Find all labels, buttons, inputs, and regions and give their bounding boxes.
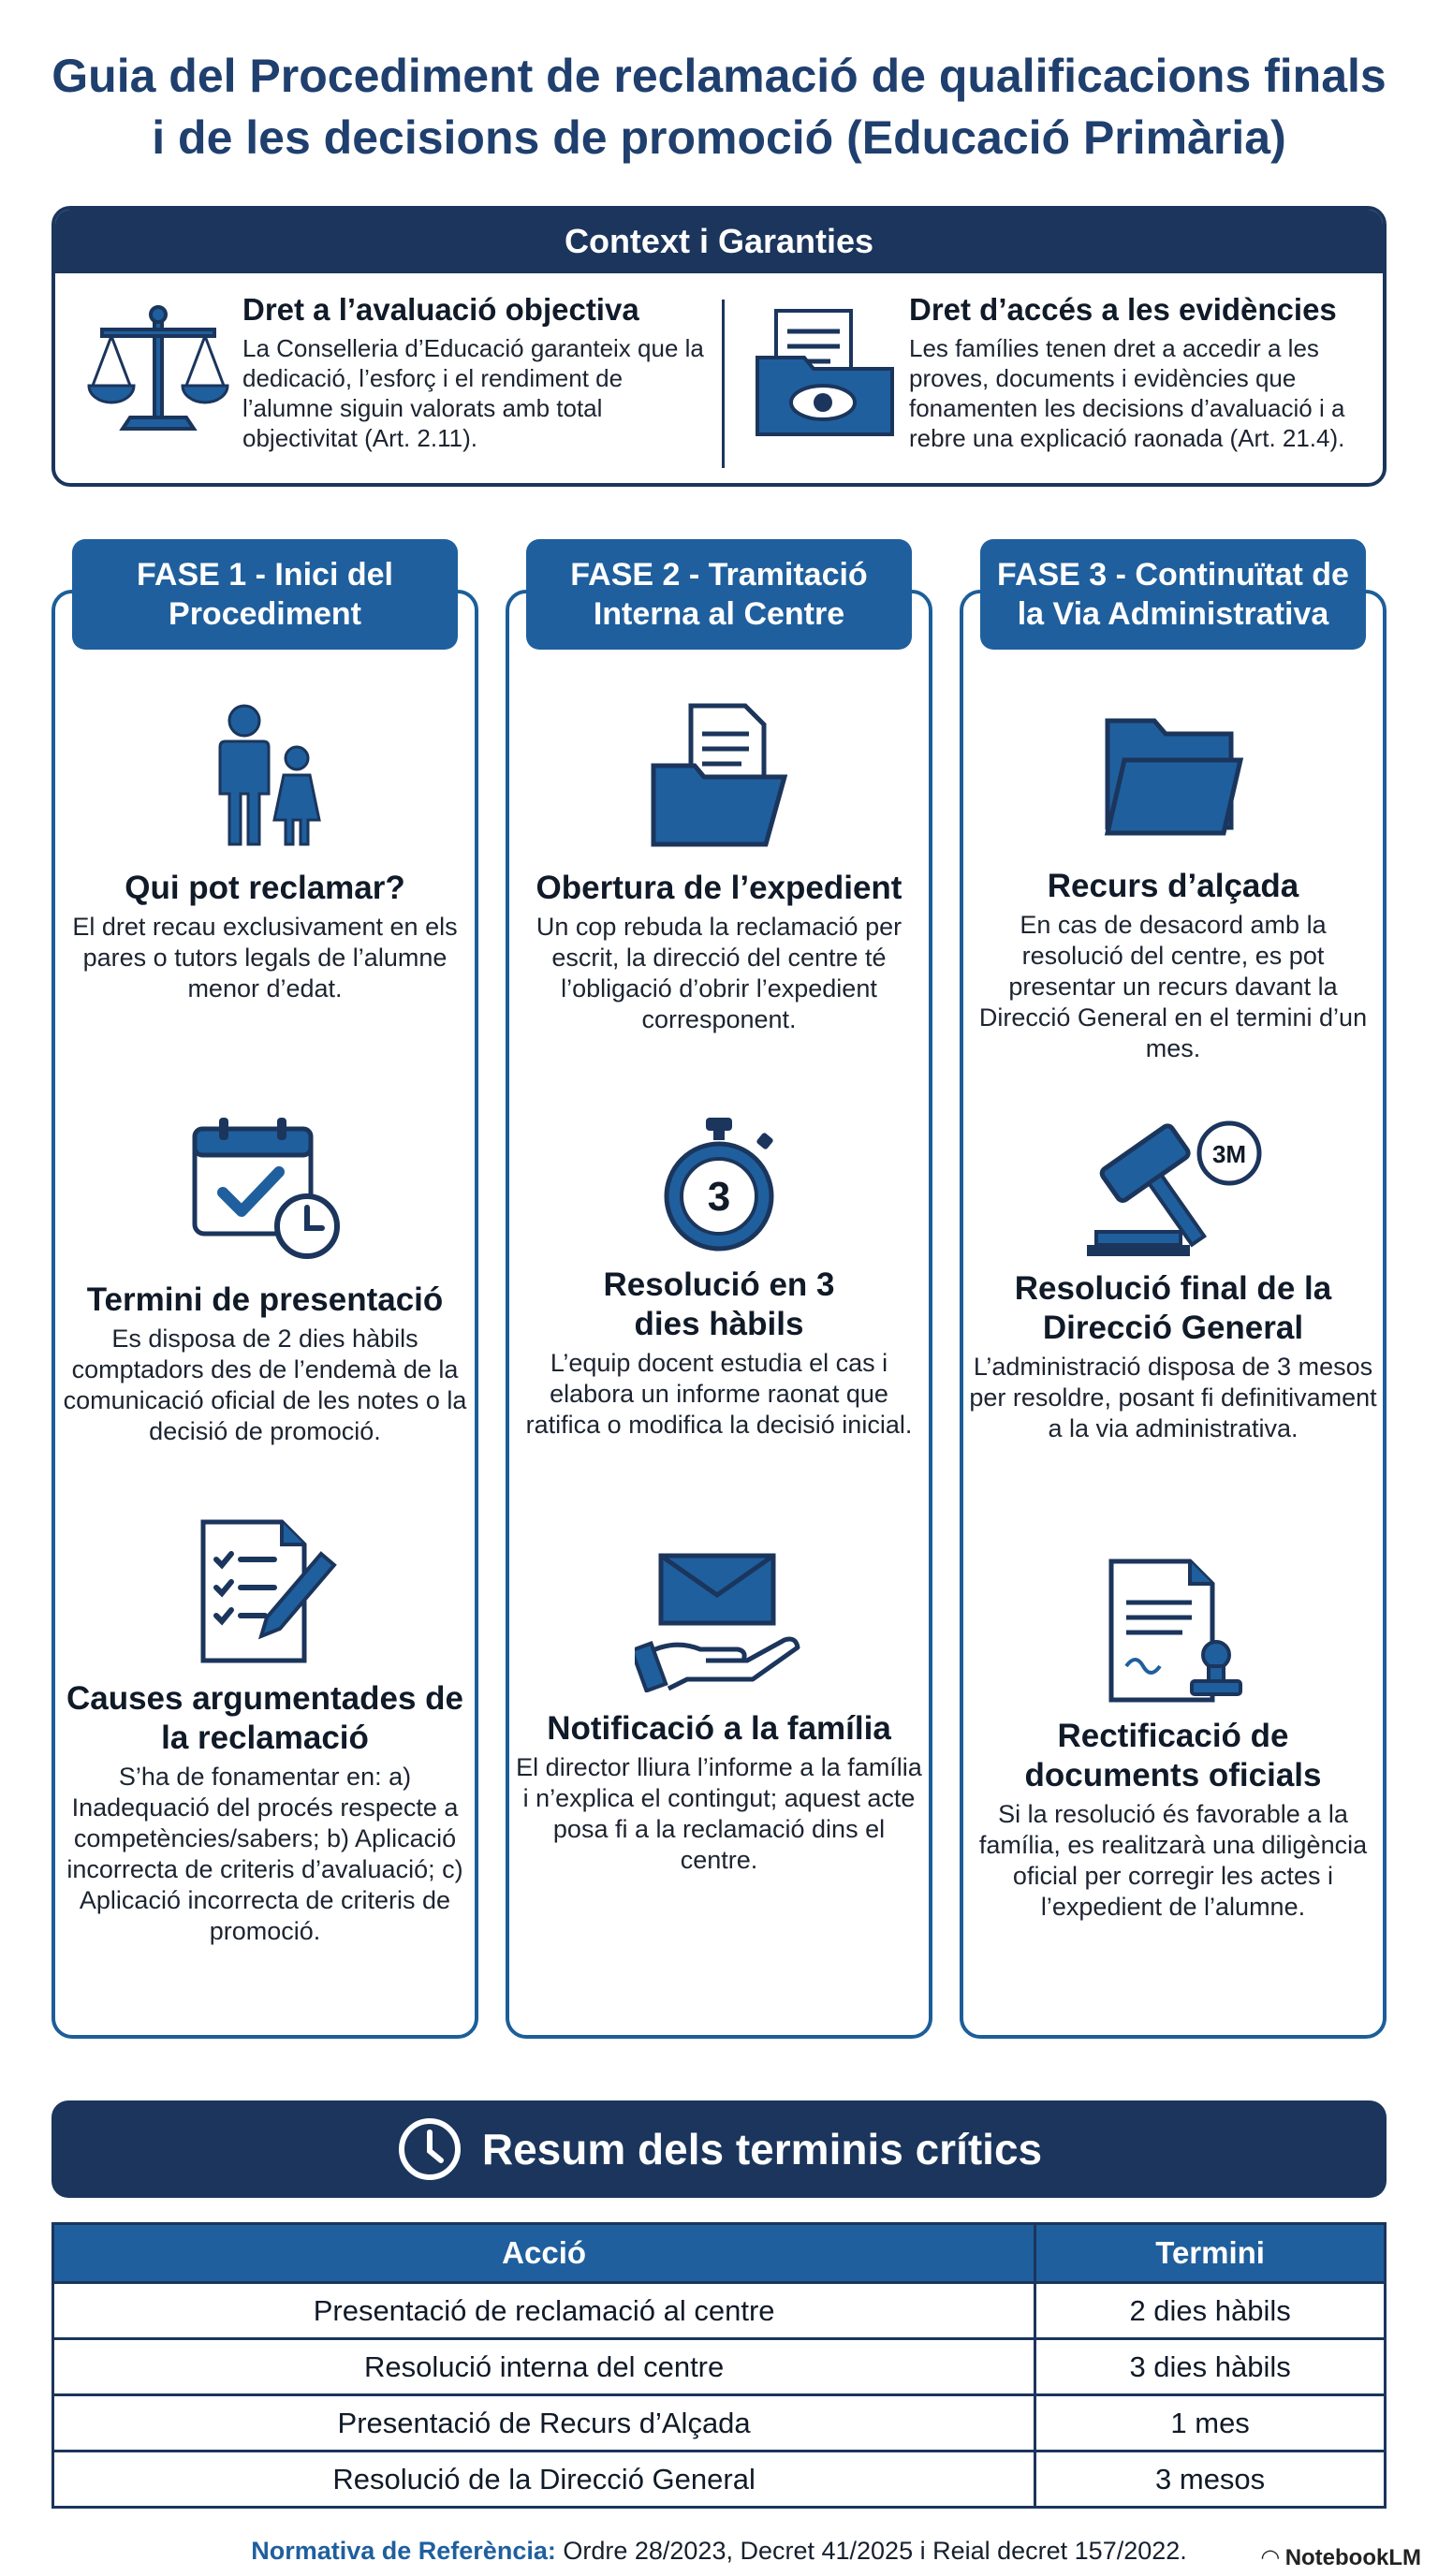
phase-1-item-1-title: Qui pot reclamar?: [125, 870, 405, 906]
table-cell-action: Presentació de Recurs d’Alçada: [53, 2395, 1035, 2452]
table-cell-deadline: 3 mesos: [1035, 2452, 1386, 2508]
phase-3-tab: FASE 3 - Continuïtat de la Via Administrativa: [980, 539, 1366, 650]
table-row: [53, 2283, 1386, 2339]
summary-banner: [51, 2100, 1387, 2198]
context-right-text: Les famílies tenen dret a accedir a les proves, documents i evidències que fonamenten les decisions d’avaluació i a rebre una explicació raonada (Art. 21.4).: [909, 334, 1345, 452]
clock-icon: [396, 2115, 463, 2183]
phase-1-tab: FASE 1 - Inici del Procediment: [72, 539, 458, 650]
phase-2-item-open-file: [513, 700, 925, 1035]
table-cell-deadline: 2 dies hàbils: [1035, 2283, 1386, 2339]
brand-logo: [1262, 2544, 1421, 2571]
table-cell-deadline: 3 dies hàbils: [1035, 2339, 1386, 2395]
context-right-title: Dret d’accés a les evidències: [909, 292, 1337, 327]
context-left-text: La Conselleria d’Educació garanteix que la dedicació, l’esforç i el rendiment de l’alumne siguin valorats amb total objectivitat (Art. 2.11).: [242, 334, 704, 452]
title-line-1: Guia del Procediment de reclamació de qualificacions finals: [51, 50, 1387, 102]
table-row: [53, 2395, 1386, 2452]
phase-2-item-resolution: [513, 1116, 925, 1441]
context-panel: [51, 206, 1387, 487]
checklist-pen-icon: [190, 1516, 340, 1666]
table-header-row: [53, 2224, 1386, 2283]
folder-icon: [1098, 711, 1248, 842]
title-line-2: i de les decisions de promoció (Educació Primària): [152, 111, 1286, 164]
table-row: [53, 2339, 1386, 2395]
context-header: Context i Garanties: [55, 210, 1383, 273]
table-cell-action: Presentació de reclamació al centre: [53, 2283, 1035, 2339]
deadlines-table: [51, 2222, 1387, 2509]
page-title: [0, 45, 1438, 168]
phase-1-item-3-text: S’ha de fonamentar en: a) Inadequació del procés respecte a competències/sabers; b) Aplicació incorrecta de criteris d’avaluació; c) Aplicació incorrecta de criteris de promoció.: [66, 1763, 463, 1945]
phase-1-item-causes: [59, 1516, 471, 1947]
phase-1-item-2-text: Es disposa de 2 dies hàbils comptadors des de l’endemà de la comunicació oficial de les notes o la decisió de promoció.: [63, 1325, 467, 1445]
phase-1-item-3-title: Causes argumentades de la reclamació: [66, 1680, 464, 1756]
phase-3-item-2-title: Resolució final de la Direcció General: [1014, 1270, 1332, 1346]
stopwatch-icon: [653, 1116, 785, 1256]
footer-references: [0, 2537, 1438, 2566]
folder-document-eye-icon: [750, 301, 900, 442]
phase-2-tab: FASE 2 - Tramitació Interna al Centre: [526, 539, 912, 650]
table-cell-deadline: 1 mes: [1035, 2395, 1386, 2452]
context-objective-evaluation: [83, 292, 720, 470]
column-header-deadline: Termini: [1035, 2224, 1386, 2283]
phase-2-item-notification: [513, 1552, 925, 1876]
phase-3-item-appeal: [967, 711, 1379, 1064]
phase-2-item-1-text: Un cop rebuda la reclamació per escrit, la direcció del centre té l’obligació d’obrir l’expedient corresponent.: [536, 913, 902, 1033]
phase-2-item-2-title: Resolució en 3 dies hàbils: [603, 1266, 835, 1342]
phase-1-item-deadline: [59, 1114, 471, 1447]
table-cell-action: Resolució interna del centre: [53, 2339, 1035, 2395]
folder-document-icon: [644, 700, 794, 850]
parent-child-icon: [199, 700, 330, 850]
brand-name: NotebookLM: [1284, 2545, 1421, 2570]
phase-3-item-2-text: L’administració disposa de 3 mesos per resoldre, posant fi definitivament a la via administrativa.: [969, 1353, 1377, 1442]
phase-3-item-3-title: Rectificació de documents oficials: [1024, 1718, 1322, 1793]
phase-2-item-3-title: Notificació a la família: [547, 1710, 891, 1747]
brand-icon: ◠: [1261, 2545, 1285, 2570]
phase-3-item-final-resolution: [967, 1112, 1379, 1444]
phase-2-item-1-title: Obertura de l’expedient: [536, 870, 902, 906]
footer-label: Normativa de Referència:: [251, 2537, 556, 2565]
table-cell-action: Resolució de la Direcció General: [53, 2452, 1035, 2508]
phase-3-item-3-text: Si la resolució és favorable a la família, es realitzarà una diligència oficial per corregir les actes i l’expedient de l’alumne.: [978, 1800, 1368, 1921]
phase-3-item-1-title: Recurs d’alçada: [1047, 868, 1299, 904]
phase-1-item-who-can-claim: [59, 700, 471, 1004]
column-header-action: Acció: [53, 2224, 1035, 2283]
scales-of-justice-icon: [83, 301, 233, 442]
phase-3-item-1-text: En cas de desacord amb la resolució del centre, es pot presentar un recurs davant la Direcció General en el termini d’un mes.: [978, 911, 1368, 1062]
gavel-badge: 3M: [1211, 1140, 1247, 1168]
phase-1-item-2-title: Termini de presentació: [86, 1281, 444, 1318]
phase-2-item-2-text: L’equip docent estudia el cas i elabora un informe raonat que ratifica o modifica la decisió inicial.: [525, 1349, 913, 1439]
phase-3-item-rectification: [967, 1556, 1379, 1923]
envelope-hand-icon: [635, 1552, 803, 1692]
context-divider: [722, 300, 725, 468]
table-row: [53, 2452, 1386, 2508]
calendar-check-clock-icon: [185, 1114, 345, 1264]
document-stamp-icon: [1098, 1556, 1248, 1705]
context-left-title: Dret a l’avaluació objectiva: [242, 292, 639, 327]
phase-1-item-1-text: El dret recau exclusivament en els pares o tutors legals de l’alumne menor d’edat.: [72, 913, 458, 1003]
context-evidence-access: [750, 292, 1368, 470]
phase-2-item-3-text: El director lliura l’informe a la família i n’explica el contingut; aquest acte posa fi a la reclamació dins el centre.: [516, 1753, 922, 1874]
summary-title: Resum dels terminis crítics: [481, 2125, 1043, 2174]
gavel-icon: [1079, 1112, 1267, 1262]
stopwatch-badge: 3: [707, 1174, 731, 1220]
footer-text: Ordre 28/2023, Decret 41/2025 i Reial decret 157/2022.: [555, 2537, 1187, 2565]
